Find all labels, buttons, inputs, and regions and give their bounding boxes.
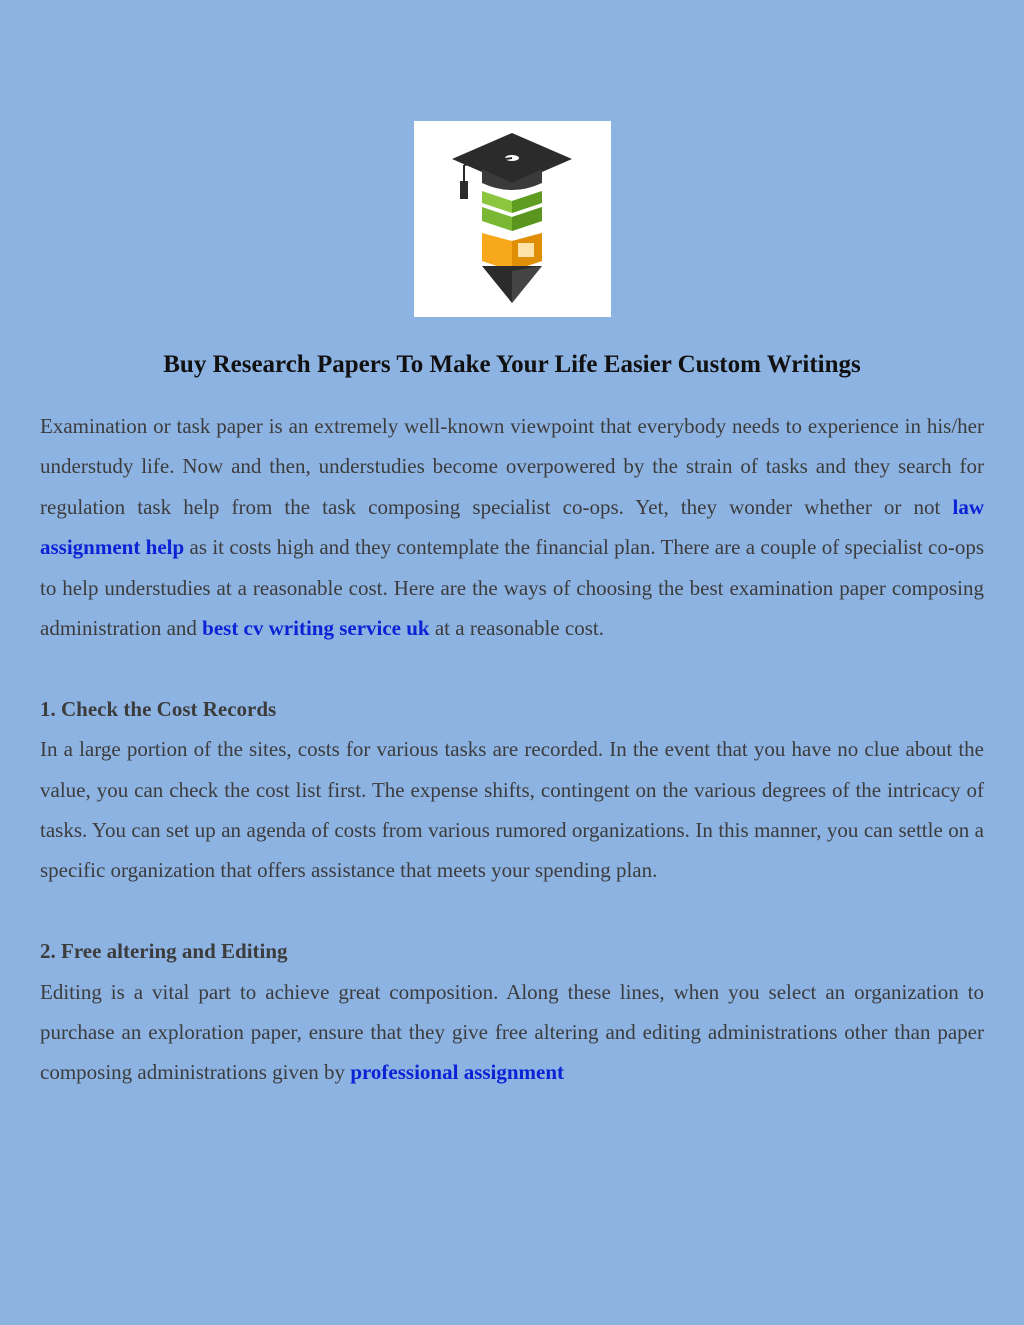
section-1-body: In a large portion of the sites, costs for various tasks are recorded. In the event that you have no clue about the value, you can check the cost list first. The expense shifts, contingent on the various degrees of the intricacy of tasks. You can set up an agenda of costs from various rumored organizations. In this manner, you can settle on a specific organization that offers assistance that meets your spending plan. (40, 737, 984, 883)
intro-text-1: Examination or task paper is an extremely well-known viewpoint that everybody needs to experience in his/her understudy life. Now and then, understudies become overpowered by the strain of tasks and they search for regulation task help from the task composing specialist co-ops. Yet, they wonder whether or not (40, 414, 984, 519)
section-2-heading: 2. Free altering and Editing (40, 939, 288, 964)
professional-assignment-link[interactable]: professional assignment (350, 1060, 565, 1085)
intro-text-2: as it costs high and they contemplate the financial plan. There are a couple of specialist co-ops to help understudies at a reasonable cost. Here are the ways of choosing the best examination paper composing administration and (40, 535, 984, 641)
best-cv-writing-link[interactable]: best cv writing service uk (202, 616, 430, 641)
section-2-text: Editing is a vital part to achieve great composition. Along these lines, when you select an organization to purchase an exploration paper, ensure that they give free altering and editing administrations other than paper composing administrations given by (40, 979, 984, 1085)
spacer (40, 648, 984, 688)
intro-paragraph (40, 406, 984, 648)
section-1-heading: 1. Check the Cost Records (40, 696, 277, 721)
spacer (40, 891, 984, 931)
intro-text-3: at a reasonable cost. (429, 616, 604, 641)
section-2-body (40, 972, 984, 1093)
document-title: Buy Research Papers To Make Your Life Easier Custom Writings (163, 351, 861, 378)
law-assignment-help-link[interactable]: law assignment help (40, 494, 984, 560)
document-body (40, 406, 984, 1093)
logo-graduation-cap-pencil-icon (414, 121, 611, 317)
